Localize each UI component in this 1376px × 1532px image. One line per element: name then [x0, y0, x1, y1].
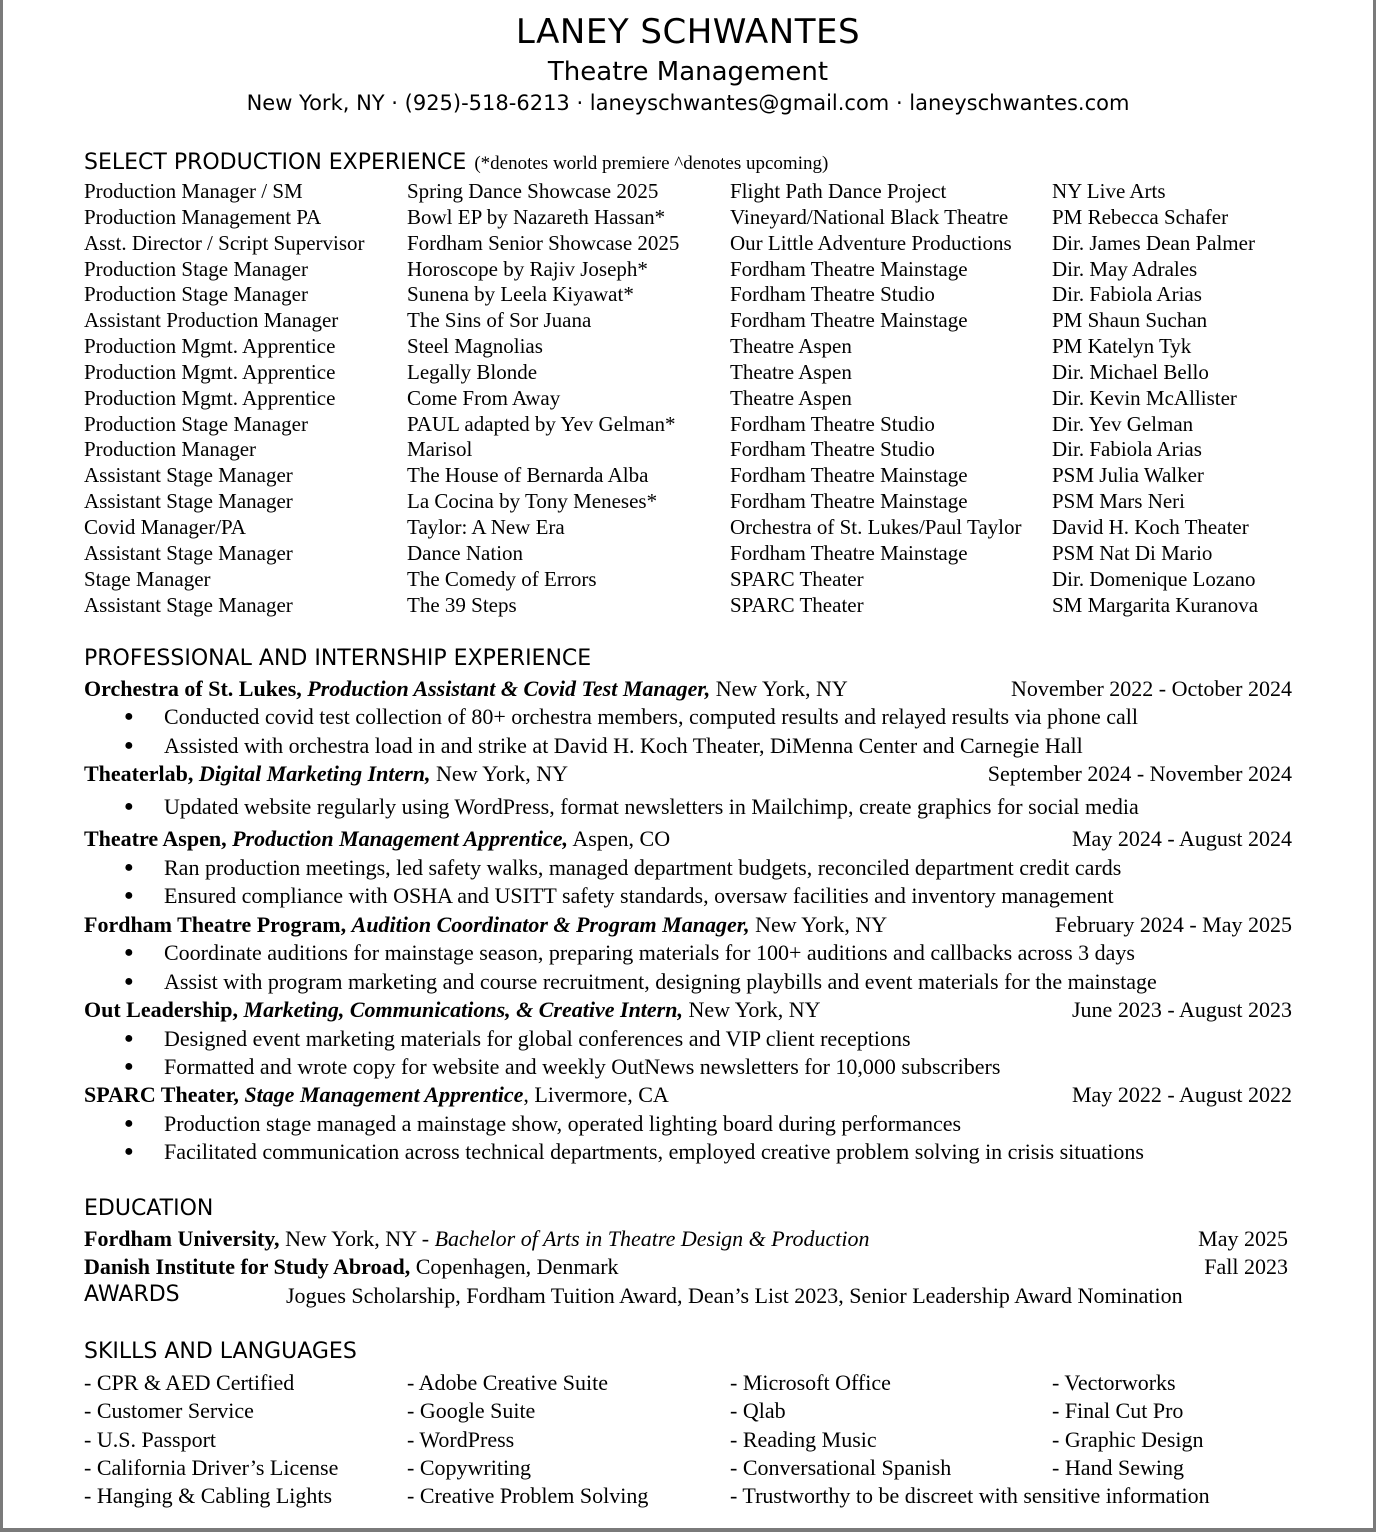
production-contact: Dir. Fabiola Arias	[1052, 282, 1202, 307]
production-show: The Sins of Sor Juana	[407, 308, 592, 333]
production-venue: Vineyard/National Black Theatre	[730, 204, 1009, 229]
production-contact: PSM Mars Neri	[1052, 489, 1186, 514]
bullet-text: Formatted and wrote copy for website and weekly OutNews newsletters for 10,000 subscribers	[164, 1054, 1001, 1079]
production-show: Sunena by Leela Kiyawat*	[407, 282, 634, 307]
job-dates: May 2022 - August 2022	[1072, 1082, 1292, 1107]
education-degree: Bachelor of Arts in Theatre Design & Production	[434, 1226, 870, 1251]
production-show: The Comedy of Errors	[407, 566, 597, 591]
job-header	[84, 826, 1292, 852]
job-location: New York, NY	[715, 676, 848, 701]
job-role: Production Assistant & Covid Test Manager,	[307, 676, 711, 701]
education-heading: EDUCATION	[84, 1196, 214, 1221]
production-role: Covid Manager/PA	[84, 514, 246, 539]
skill-item: - Conversational Spanish	[730, 1454, 952, 1480]
production-venue: Fordham Theatre Studio	[730, 437, 935, 462]
production-show: Marisol	[407, 437, 473, 462]
production-role: Asst. Director / Script Supervisor	[84, 230, 365, 255]
production-role: Assistant Stage Manager	[84, 540, 293, 565]
awards-label: AWARDS	[84, 1282, 180, 1307]
production-show: Taylor: A New Era	[407, 514, 565, 539]
production-contact: PSM Julia Walker	[1052, 463, 1204, 488]
skill-item: - Creative Problem Solving	[407, 1483, 649, 1509]
production-contact: PM Shaun Suchan	[1052, 308, 1208, 333]
bullet-text: Conducted covid test collection of 80+ orchestra members, computed results and relayed results via phone call	[164, 704, 1139, 729]
production-venue: Flight Path Dance Project	[730, 179, 947, 203]
skill-item: - CPR & AED Certified	[84, 1370, 295, 1395]
production-contact: David H. Koch Theater	[1052, 514, 1249, 539]
bullet-text: Production stage managed a mainstage show, operated lighting board during performances	[164, 1111, 962, 1136]
education-dates: Fall 2023	[1204, 1254, 1288, 1279]
production-show: Horoscope by Rajiv Joseph*	[407, 256, 648, 281]
job-organization: Out Leadership,	[84, 997, 239, 1022]
skill-item: - Adobe Creative Suite	[407, 1370, 609, 1395]
production-venue: Theatre Aspen	[730, 334, 852, 359]
job-organization: Orchestra of St. Lukes,	[84, 676, 302, 701]
production-venue: Fordham Theatre Mainstage	[730, 463, 968, 488]
skill-item: - Microsoft Office	[730, 1370, 891, 1395]
skill-item: - Qlab	[730, 1398, 786, 1424]
job-header	[84, 761, 1292, 787]
bullet-dot: ●	[124, 1058, 134, 1075]
job-location: New York, NY	[688, 997, 821, 1022]
job-location: New York, NY	[436, 761, 569, 786]
production-show: Bowl EP by Nazareth Hassan*	[407, 204, 666, 229]
bullet-text: Facilitated communication across technical departments, employed creative problem solving in crisis situations	[164, 1139, 1144, 1164]
job-role: Production Management Apprentice,	[232, 826, 569, 851]
professional-heading: PROFESSIONAL AND INTERNSHIP EXPERIENCE	[84, 646, 592, 671]
production-show: The House of Bernarda Alba	[407, 463, 649, 488]
job-role: Marketing, Communications, & Creative Intern,	[243, 997, 683, 1022]
production-venue: Fordham Theatre Mainstage	[730, 308, 968, 333]
job-dates: May 2024 - August 2024	[1072, 826, 1292, 851]
bullet-text: Designed event marketing materials for global conferences and VIP client receptions	[164, 1026, 911, 1051]
education-location: Copenhagen, Denmark	[415, 1254, 619, 1279]
production-contact: Dir. May Adrales	[1052, 256, 1198, 281]
bullet-dot: ●	[124, 708, 134, 725]
job-location: Aspen, CO	[572, 826, 671, 851]
production-venue: Fordham Theatre Studio	[730, 282, 935, 307]
production-show: La Cocina by Tony Meneses*	[407, 489, 658, 514]
production-contact: NY Live Arts	[1052, 179, 1166, 203]
bullet-dot: ●	[124, 1143, 134, 1160]
production-role: Production Management PA	[84, 204, 322, 229]
resume-name: LANEY SCHWANTES	[515, 12, 861, 52]
production-venue: Fordham Theatre Mainstage	[730, 256, 968, 281]
production-show: The 39 Steps	[407, 592, 517, 617]
production-contact: PSM Nat Di Mario	[1052, 540, 1213, 565]
production-role: Production Mgmt. Apprentice	[84, 385, 336, 410]
production-role: Production Stage Manager	[84, 256, 308, 281]
education-school: Danish Institute for Study Abroad,	[84, 1254, 411, 1279]
skill-item: - U.S. Passport	[84, 1426, 217, 1452]
production-role: Stage Manager	[84, 566, 211, 591]
production-venue: Fordham Theatre Studio	[730, 411, 935, 436]
skill-item: - Customer Service	[84, 1398, 254, 1424]
production-contact: Dir. Yev Gelman	[1052, 411, 1194, 436]
skill-item: - California Driver’s License	[84, 1454, 339, 1480]
bullet-dot: ●	[124, 944, 134, 961]
production-role: Production Mgmt. Apprentice	[84, 359, 336, 384]
job-dates: September 2024 - November 2024	[987, 761, 1292, 786]
bullet-dot: ●	[124, 737, 134, 754]
skill-item: - Final Cut Pro	[1052, 1398, 1184, 1424]
production-role: Production Manager / SM	[84, 179, 303, 203]
production-venue: Fordham Theatre Mainstage	[730, 540, 968, 565]
production-role: Assistant Production Manager	[84, 308, 339, 333]
education-entry	[84, 1254, 1288, 1280]
production-role: Production Stage Manager	[84, 282, 308, 307]
production-venue: Our Little Adventure Productions	[730, 230, 1012, 255]
contact-line: New York, NY · (925)-518-6213 · laneyschwantes@gmail.com · laneyschwantes.com	[246, 91, 1130, 115]
production-contact: Dir. Fabiola Arias	[1052, 437, 1202, 462]
job-dates: November 2022 - October 2024	[1010, 676, 1292, 701]
skill-item: - Copywriting	[407, 1454, 532, 1480]
production-venue: Theatre Aspen	[730, 385, 852, 410]
production-contact: SM Margarita Kuranova	[1052, 592, 1259, 617]
production-venue: Fordham Theatre Mainstage	[730, 489, 968, 514]
production-contact: Dir. Kevin McAllister	[1052, 385, 1237, 410]
bullet-dot: ●	[124, 973, 134, 990]
skills-heading: SKILLS AND LANGUAGES	[84, 1339, 357, 1364]
production-show: Fordham Senior Showcase 2025	[407, 230, 680, 255]
production-venue: Orchestra of St. Lukes/Paul Taylor	[730, 514, 1022, 539]
production-role: Production Mgmt. Apprentice	[84, 334, 336, 359]
skill-item: - Hanging & Cabling Lights	[84, 1483, 333, 1509]
production-contact: Dir. Michael Bello	[1052, 359, 1209, 384]
production-contact: PM Katelyn Tyk	[1052, 334, 1192, 359]
production-contact: Dir. Domenique Lozano	[1052, 566, 1256, 591]
job-role: Stage Management Apprentice	[244, 1082, 524, 1107]
bullet-text: Ensured compliance with OSHA and USITT safety standards, oversaw facilities and inventory management	[164, 883, 1114, 908]
job-location: , Livermore, CA	[523, 1082, 669, 1107]
job-header	[84, 676, 1292, 702]
education-entry	[84, 1226, 1288, 1252]
education-dates: May 2025	[1198, 1226, 1288, 1251]
bullet-dot: ●	[124, 798, 134, 815]
awards-text: Jogues Scholarship, Fordham Tuition Award, Dean’s List 2023, Senior Leadership Award Nomination	[286, 1283, 1183, 1308]
job-header	[84, 1082, 1292, 1108]
job-header	[84, 912, 1292, 938]
skill-item: - WordPress	[407, 1426, 515, 1452]
production-heading-text: SELECT PRODUCTION EXPERIENCE	[84, 150, 467, 175]
production-venue: Theatre Aspen	[730, 359, 852, 384]
job-organization: SPARC Theater,	[84, 1082, 239, 1107]
production-heading	[84, 150, 828, 175]
production-show: Legally Blonde	[407, 359, 538, 384]
job-location: New York, NY	[755, 912, 888, 937]
bullet-text: Coordinate auditions for mainstage season, preparing materials for 100+ auditions and callbacks across 3 days	[164, 940, 1135, 965]
skill-item: - Graphic Design	[1052, 1426, 1204, 1452]
resume-subtitle: Theatre Management	[547, 57, 829, 87]
bullet-dot: ●	[124, 887, 134, 904]
production-show: PAUL adapted by Yev Gelman*	[407, 411, 676, 436]
production-show: Steel Magnolias	[407, 334, 543, 359]
production-show: Dance Nation	[407, 540, 524, 565]
production-role: Production Manager	[84, 437, 257, 462]
job-organization: Theaterlab,	[84, 761, 194, 786]
education-school: Fordham University,	[84, 1226, 280, 1251]
bullet-text: Assist with program marketing and course recruitment, designing playbills and event materials for the mainstage	[164, 969, 1157, 994]
production-role: Assistant Stage Manager	[84, 463, 293, 488]
bullet-text: Assisted with orchestra load in and strike at David H. Koch Theater, DiMenna Center and Carnegie Hall	[164, 733, 1083, 758]
production-contact: PM Rebecca Schafer	[1052, 204, 1229, 229]
skill-item: - Vectorworks	[1052, 1370, 1176, 1395]
production-venue: SPARC Theater	[730, 592, 864, 617]
job-organization: Theatre Aspen,	[84, 826, 227, 851]
bullet-text: Updated website regularly using WordPress, format newsletters in Mailchimp, create graphics for social media	[164, 794, 1139, 819]
production-venue: SPARC Theater	[730, 566, 864, 591]
bullet-dot: ●	[124, 1115, 134, 1132]
bullet-dot: ●	[124, 859, 134, 876]
job-dates: June 2023 - August 2023	[1072, 997, 1292, 1022]
skill-item: - Trustworthy to be discreet with sensitive information	[730, 1483, 1210, 1509]
skill-item: - Google Suite	[407, 1398, 536, 1424]
job-role: Digital Marketing Intern,	[198, 761, 431, 786]
production-contact: Dir. James Dean Palmer	[1052, 230, 1255, 255]
job-organization: Fordham Theatre Program,	[84, 912, 347, 937]
production-role: Assistant Stage Manager	[84, 489, 293, 514]
job-role: Audition Coordinator & Program Manager,	[351, 912, 750, 937]
bullet-dot: ●	[124, 1030, 134, 1047]
job-dates: February 2024 - May 2025	[1054, 912, 1292, 937]
skill-item: - Hand Sewing	[1052, 1454, 1184, 1480]
production-note: (*denotes world premiere ^denotes upcoming)	[474, 153, 829, 174]
job-header	[84, 997, 1292, 1023]
bullet-text: Ran production meetings, led safety walks, managed department budgets, reconciled department credit cards	[164, 855, 1122, 880]
skill-item: - Reading Music	[730, 1426, 877, 1452]
production-show: Spring Dance Showcase 2025	[407, 179, 659, 203]
production-role: Production Stage Manager	[84, 411, 308, 436]
education-location: New York, NY -	[285, 1226, 430, 1251]
production-show: Come From Away	[407, 385, 561, 410]
production-role: Assistant Stage Manager	[84, 592, 293, 617]
